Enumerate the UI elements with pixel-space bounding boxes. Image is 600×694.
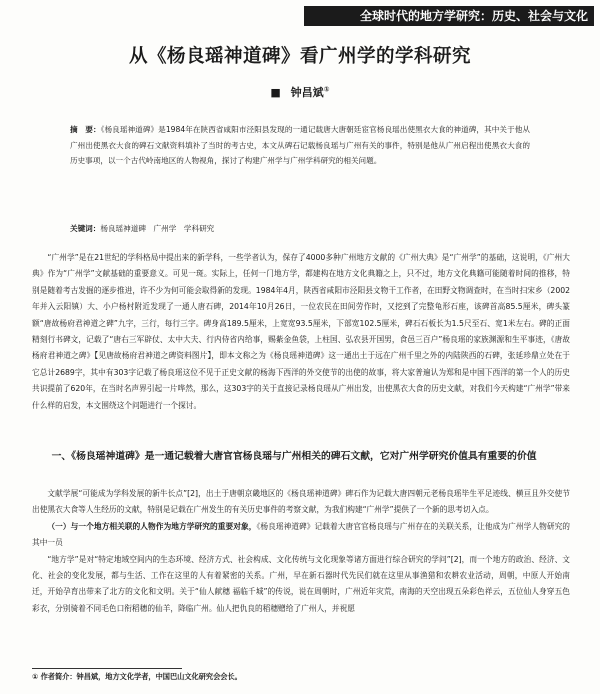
author-bullet: ■ xyxy=(270,86,281,99)
abstract-text: 《杨良瑶神道碑》是1984年在陕西省咸阳市泾阳县发现的一通记载唐大唐朝廷宦官杨良瑶出使黑衣大食的神道碑，其中关于他从广州出使黑衣大食的碑石文献资料填补了当时的考古史，本文从碑石记载杨良瑶与广州有关的事件，特别是他从广州启程出使黑衣大食的历史事项，以一个古代岭南地区的人物视角，探讨了构建广州学与广州学科研究的相关问题。 xyxy=(70,125,530,165)
author-note-mark: ① xyxy=(323,85,330,94)
article-title: 从《杨良瑶神道碑》看广州学的学科研究 xyxy=(128,46,471,67)
footnote-rule xyxy=(32,668,182,669)
subsection-rest: 《杨良瑶神道碑》记载着大唐官官杨良瑶与广州存在的关联关系，让他成为广州学人物研究的其中一员 xyxy=(32,521,570,548)
keywords-label: 关键词： xyxy=(70,224,101,233)
subsection-lead: （一）与一个地方相关联的人物作为地方学研究的重要对象， xyxy=(47,521,257,531)
author-line xyxy=(0,84,600,100)
intro-paragraph: “广州学”是在21世纪的学科格局中提出来的新学科，一些学者认为，保存了4000多种广州地方文献的《广州大典》是“广州学”的基础，这说明，《广州大典》作为“广州学”文献基础的重要意义。可见一斑。实际上，任何一门地方学，都建构在地方文化典籍之上，只不过，地方文化典籍可能随着时间的推移，特别是随着考古发掘的逐步推进，许不少为何可能会取得新的发现。1984年4月，陕西省咸阳市泾阳县文物干工作者，在田野文物调查时，在当时扫宋乡（2002年并入云阳镇）大、小户杨村附近发现了一通人唐石碑，2014年10月26日，一位农民在田间劳作时，又挖到了完整龟形石座，该碑首高85.5厘米，碑头篆额“唐故杨府君神道之碑”九字，三行，每行三字。碑身高189.5厘米，上宽宽93.5厘米，下部宽102.5厘米，碑石石板长为1.5尺至石、宽1米左右。碑的正面精刻行书碑文，记载了“唐右三军辟仗、太中大夫、行内侍省内给事，赐紫金鱼袋，上柱国、弘农县开国男，食邑三百户”杨良瑶的家族渊源和生平事迹，《唐故杨府君神道之碑》【见唐故杨府君神道之碑资料图片】，即本文称之为《杨良瑶神道碑》这一通出土于远在广州千里之外的内陆陕西的石碑，张延珍鼎立处在于它总计2689字，其中有303字记载了杨良瑶这位不见于正史文献的杨海下西洋的外交使节的出使的故事，将大家普遍认为郑和是中国下西洋的第一个人的历史共识提前了620年，在当时名声界引起一片哗然，那么，这303字的关于直接记录杨良瑶从广州出发，出使黑衣大食的历史文献，对我们今天构建“广州学”带来什么样的启发，本文围绕这个问题进行一个探讨。 xyxy=(32,253,570,410)
section-body xyxy=(32,486,570,617)
keywords-text: 杨良瑶神道碑 广州学 学科研究 xyxy=(100,224,215,233)
author-name: 钟昌斌 xyxy=(290,86,324,99)
footnote xyxy=(32,671,570,683)
journal-banner: 全球时代的地方学研究：历史、社会与文化 xyxy=(304,6,594,26)
footnote-text: 作者简介：钟昌斌，地方文化学者，中国巴山文化研究会会长。 xyxy=(40,672,242,681)
section-paragraph-1: 文献学展“可能成为学科发展的新牛长点”[2]，出土于唐朝京畿地区的《杨良瑶神道碑》碑石作为记载大唐四朝元老杨良瑶毕生平足迹线、横亘且外交使节出使黑衣大食等人生经历的文献，特别是记载在广州发生的有关历史事件的考察文献，为我们构建“广州学”提供了一个新的思考切入点。 xyxy=(32,489,570,515)
section-heading: 一、《杨良瑶神道碑》是一通记载着大唐官官杨良瑶与广州相关的碑石文献，它对广州学研究价值具有重要的价值 xyxy=(51,451,537,462)
keywords xyxy=(70,222,530,236)
section-paragraph-2 xyxy=(32,519,570,552)
section-paragraph-3: “地方学”是对“特定地域空间内的生态环境、经济方式、社会构成、文化传统与文化现象等诸方面进行综合研究的学问”[2]，而一个地方的政治、经济、文化、社会的变化发展，都与生活、工作在这里的人有着紧密的关系。广州，早在新石器时代先民们就在这里从事渔猎和农耕农业活动，周朝，中原人开始南迁，开始孕育出带来了北方的文化和文明。关于“仙人献穗 福临千城”的传说，说在周朝时，广州近年灾荒，南海的天空出现五朵彩色祥云，五位仙人身穿五色彩衣，分别骑着不同毛色口衔稻穗的仙羊，降临广州。仙人把仇良的稻穗赠给了广州人，并祝愿 xyxy=(32,554,570,613)
abstract-label: 摘 要： xyxy=(70,125,101,134)
abstract xyxy=(70,122,530,169)
footnote-mark: ① xyxy=(32,672,39,681)
intro-body xyxy=(32,250,570,414)
